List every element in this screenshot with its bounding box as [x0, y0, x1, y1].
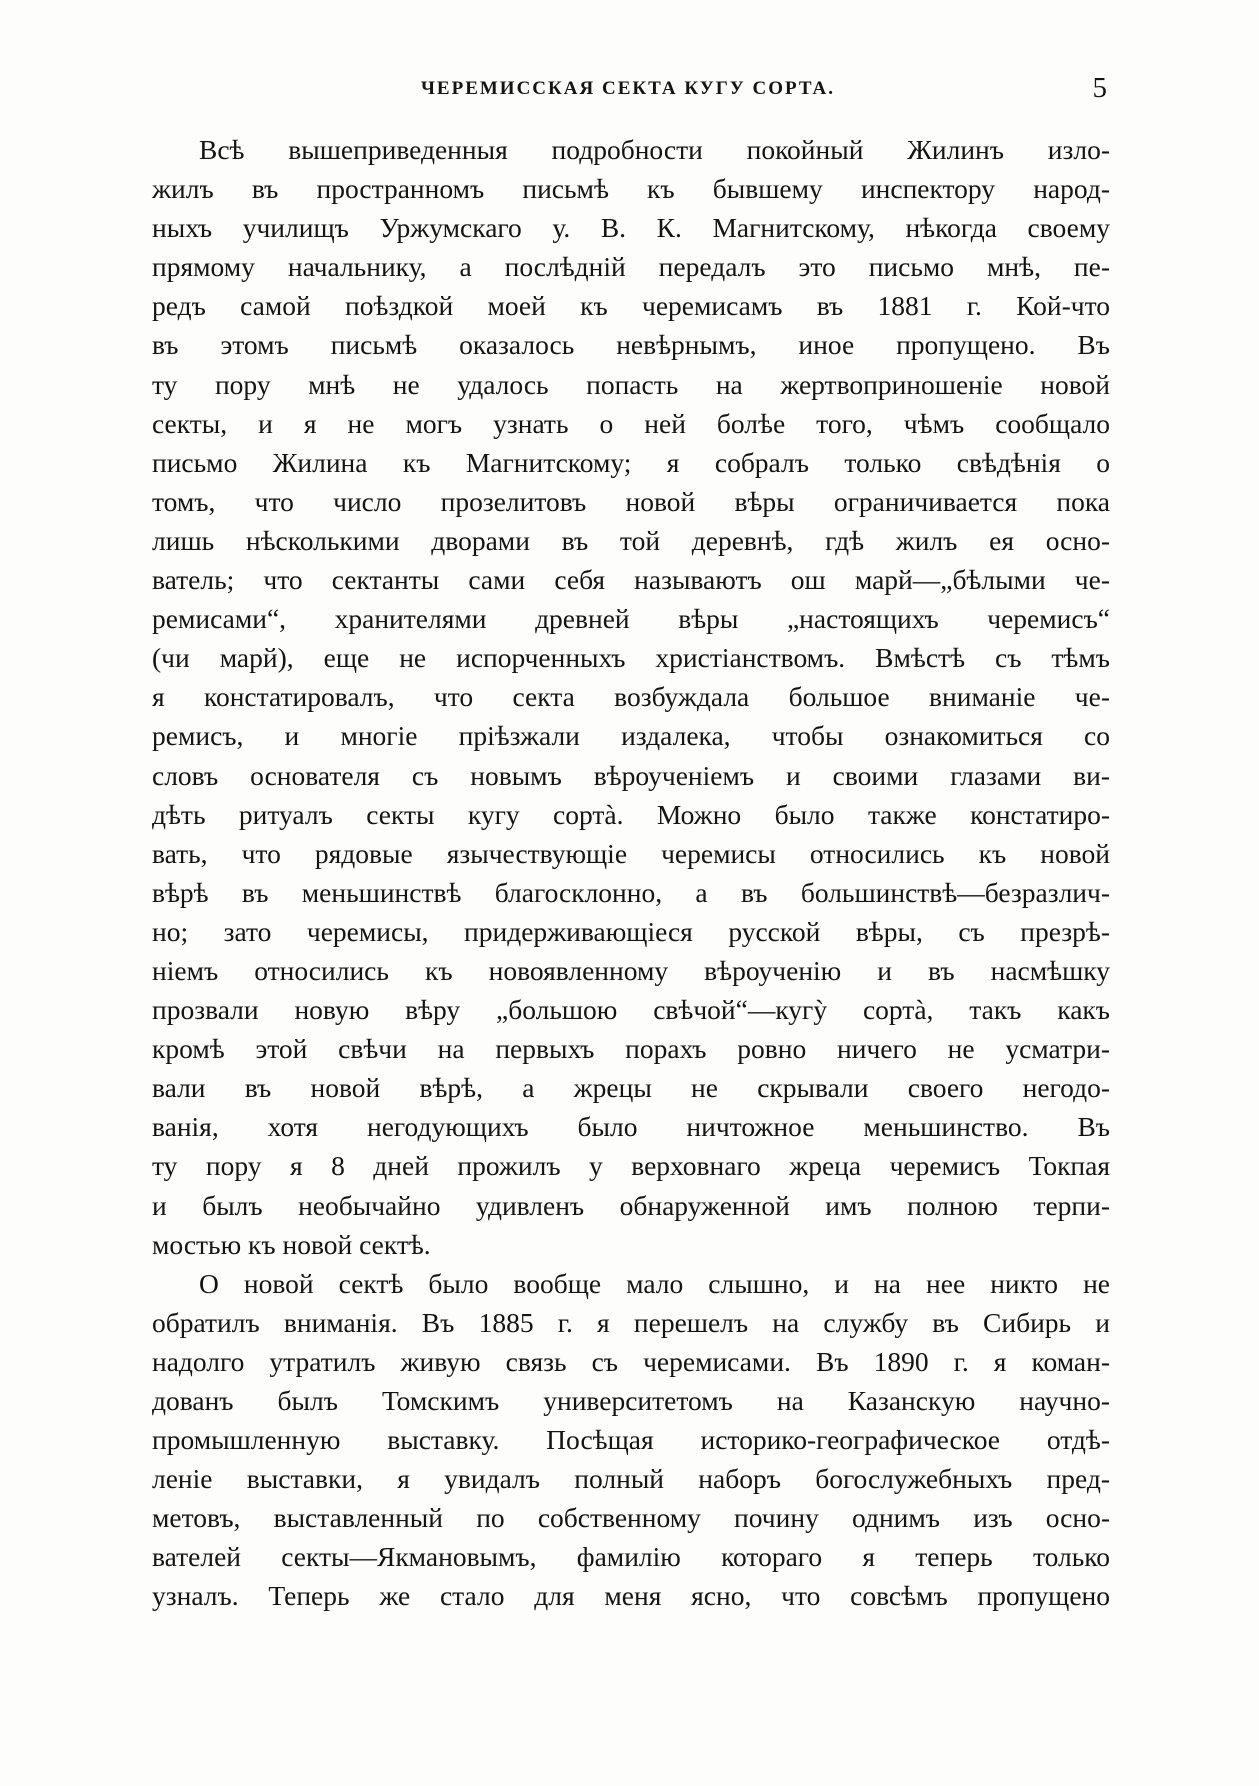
text-line: О новой сектѣ было вообще мало слышно, и на нее никто не	[199, 1267, 1110, 1299]
text-line: обратилъ вниманія. Въ 1885 г. я перешелъ на службу въ Сибирь и	[152, 1306, 1110, 1338]
text-line: (чи марй), еще не испорченныхъ христіанствомъ. Вмѣстѣ съ тѣмъ	[152, 642, 1110, 674]
text-line: метовъ, выставленный по собственному почину однимъ изъ осно-	[152, 1502, 1110, 1534]
text-line: вѣрѣ въ меньшинствѣ благосклонно, а въ большинствѣ—безразлич-	[152, 876, 1110, 908]
text-line: ту пору мнѣ не удалось попасть на жертвоприношеніе новой	[152, 368, 1110, 400]
text-line: вать, что рядовые язычествующіе черемисы относились къ новой	[152, 837, 1110, 869]
text-line: Всѣ вышеприведенныя подробности покойный Жилинъ изло-	[199, 134, 1110, 165]
text-line: въ этомъ письмѣ оказалось невѣрнымъ, иное пропущено. Въ	[152, 329, 1110, 361]
running-head	[152, 72, 1107, 112]
text-line: ванія, хотя негодующихъ было ничтожное меньшинство. Въ	[152, 1111, 1110, 1143]
text-line: промышленную выставку. Посѣщая историко-географическое отдѣ-	[152, 1424, 1110, 1456]
text-line: ремисами“, хранителями древней вѣры „настоящихъ черемисъ“	[152, 603, 1110, 635]
text-line: но; зато черемисы, придерживающіеся русской вѣры, съ презрѣ-	[152, 915, 1110, 947]
text-line: томъ, что число прозелитовъ новой вѣры ограничивается пока	[152, 485, 1110, 517]
text-line: редъ самой поѣздкой моей къ черемисамъ въ 1881 г. Кой-что	[152, 290, 1110, 322]
text-line: жилъ въ пространномъ письмѣ къ бывшему инспектору народ-	[152, 173, 1110, 205]
paragraph-1	[152, 130, 1110, 1264]
text-line: леніе выставки, я увидалъ полный наборъ богослужебныхъ пред-	[152, 1463, 1110, 1495]
text-line: ватель; что сектанты сами себя называютъ ош марй—„бѣлыми че-	[152, 564, 1110, 596]
paragraph-2	[152, 1264, 1110, 1616]
text-line: секты, и я не могъ узнать о ней болѣе того, чѣмъ сообщало	[152, 407, 1110, 439]
text-line: прямому начальнику, а послѣдній передалъ это письмо мнѣ, пе-	[152, 251, 1110, 283]
text-line: кромѣ этой свѣчи на первыхъ порахъ ровно ничего не усматри-	[152, 1033, 1110, 1065]
text-line: дѣть ритуалъ секты кугу сортà. Можно было также констатиро-	[152, 798, 1110, 830]
text-line: надолго утратилъ живую связь съ черемисами. Въ 1890 г. я коман-	[152, 1345, 1110, 1377]
text-line: ту пору я 8 дней прожилъ у верховнаго жреца черемисъ Токпая	[152, 1150, 1110, 1182]
text-line: и былъ необычайно удивленъ обнаруженной имъ полною терпи-	[152, 1189, 1110, 1221]
text-line: прозвали новую вѣру „большою свѣчой“—кугỳ сортà, такъ какъ	[152, 994, 1110, 1026]
body-text	[152, 130, 1110, 1616]
text-line: ніемъ относились къ новоявленному вѣроученію и въ насмѣшку	[152, 954, 1110, 986]
text-line: вали въ новой вѣрѣ, а жрецы не скрывали своего негодо-	[152, 1072, 1110, 1104]
text-line: письмо Жилина къ Магнитскому; я собралъ только свѣдѣнія о	[152, 446, 1110, 478]
text-line: дованъ былъ Томскимъ университетомъ на Казанскую научно-	[152, 1385, 1110, 1416]
text-line: узналъ. Теперь же стало для меня ясно, что совсѣмъ пропущено	[152, 1580, 1110, 1612]
text-line: ныхъ училищъ Уржумскаго у. В. К. Магнитскому, нѣкогда своему	[152, 212, 1110, 244]
running-title: ЧЕРЕМИССКАЯ СЕКТА КУГУ СОРТА.	[420, 78, 836, 99]
text-line: мостью къ новой сектѣ.	[152, 1228, 431, 1260]
text-line: словъ основателя съ новымъ вѣроученіемъ и своими глазами ви-	[152, 759, 1110, 791]
page-number: 5	[1092, 72, 1107, 104]
text-line: вателей секты—Якмановымъ, фамилію котораго я теперь только	[152, 1541, 1110, 1573]
text-line: лишь нѣсколькими дворами въ той деревнѣ, гдѣ жилъ ея осно-	[152, 524, 1110, 556]
text-line: я констатировалъ, что секта возбуждала большое вниманіе че-	[152, 681, 1110, 713]
text-line: ремисъ, и многіе пріѣзжали издалека, чтобы ознакомиться со	[152, 720, 1110, 752]
